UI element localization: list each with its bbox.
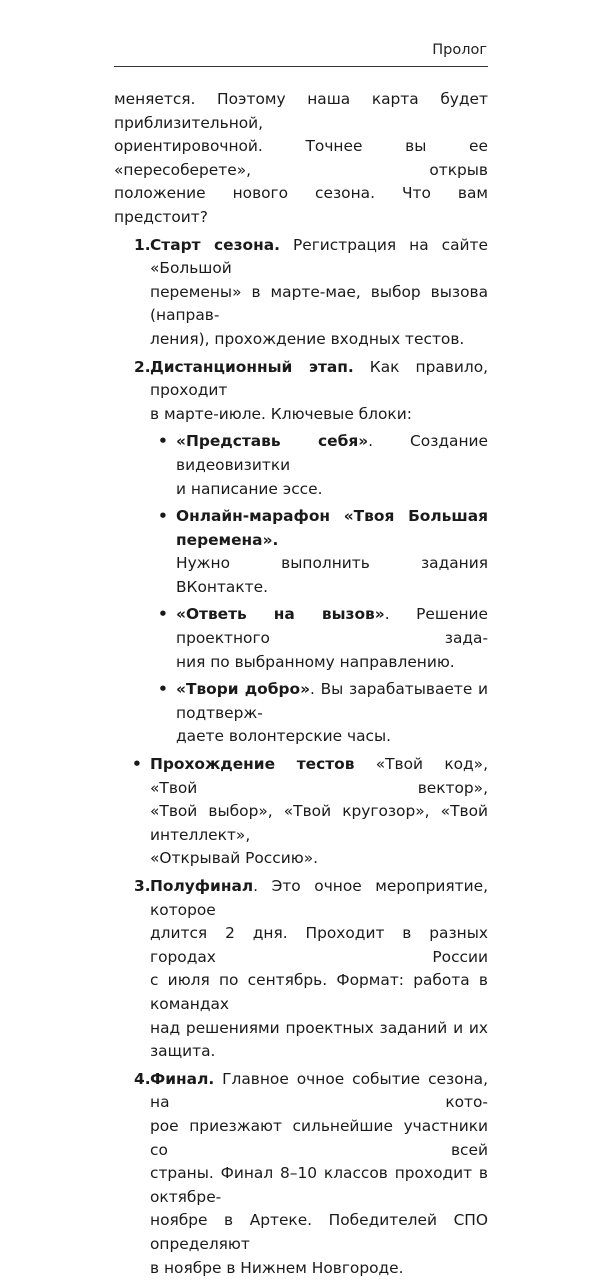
sub-bullet-2	[114, 505, 488, 599]
text-line: в ноябре в Нижнем Новгороде.	[150, 1257, 488, 1280]
text-line: ноябре в Артеке. Победителей СПО определяют	[150, 1209, 488, 1256]
numbered-item-1	[114, 234, 488, 352]
numbered-item-3	[114, 875, 488, 1064]
bullet-text: . Вы зарабатываете и подтверж-	[176, 680, 488, 722]
text-line: меняется. Поэтому наша карта будет приблизительной,	[114, 88, 488, 135]
bullet-icon: •	[158, 430, 168, 454]
text-line	[150, 875, 488, 922]
item-title: Полуфинал	[150, 877, 253, 895]
item-title: Финал.	[150, 1070, 214, 1088]
bullet-text: . Создание видеовизитки	[176, 432, 488, 474]
bullet-icon: •	[158, 505, 168, 529]
numbered-item-4	[114, 1068, 488, 1280]
text-line: положение нового сезона. Что вам предстоит?	[114, 182, 488, 229]
item-text: Как правило, проходит	[150, 358, 488, 400]
text-line: ления), прохождение входных тестов.	[150, 328, 488, 352]
bullet-title: «Представь себя»	[176, 432, 368, 450]
text-line: длится 2 дня. Проходит в разных городах России	[150, 922, 488, 969]
text-line: страны. Финал 8–10 классов проходит в октябре-	[150, 1162, 488, 1209]
item-number: 4.	[134, 1068, 151, 1092]
tests-bullet	[114, 753, 488, 871]
text-line: с июля по сентябрь. Формат: работа в командах	[150, 969, 488, 1016]
text-line: даете волонтерские часы.	[176, 725, 488, 749]
text-line	[176, 430, 488, 477]
text-line: Нужно выполнить задания ВКонтакте.	[176, 552, 488, 599]
numbered-item-2	[114, 356, 488, 427]
text-line: над решениями проектных заданий и их защита.	[150, 1017, 488, 1064]
sub-bullet-4	[114, 678, 488, 749]
text-line: перемены» в марте-мае, выбор вызова (направ-	[150, 281, 488, 328]
running-head: Пролог	[432, 42, 487, 58]
bullet-icon: •	[132, 753, 142, 777]
bullet-title: Прохождение тестов	[150, 755, 354, 773]
text-line: ния по выбранному направлению.	[176, 651, 488, 675]
header-rule	[114, 66, 488, 67]
intro-paragraph	[114, 88, 488, 230]
text-line: «Открывай Россию».	[150, 847, 488, 871]
bullet-title: Онлайн-марафон «Твоя Большая перемена»	[176, 507, 488, 549]
text-line: рое приезжают сильнейшие участники со всей	[150, 1115, 488, 1162]
text-line	[176, 678, 488, 725]
item-text: Главное очное событие сезона, на кото-	[150, 1070, 488, 1112]
item-title: Старт сезона.	[150, 236, 280, 254]
bullet-title: «Твори добро»	[176, 680, 310, 698]
text-line	[150, 234, 488, 281]
bullet-text: «Твой код», «Твой вектор»,	[150, 755, 488, 797]
text-line: ориентировочной. Точнее вы ее «пересоберете», открыв	[114, 135, 488, 182]
text-line: в марте-июле. Ключевые блоки:	[150, 403, 488, 427]
text-line	[150, 753, 488, 800]
item-number: 2.	[134, 356, 151, 380]
item-title: Дистанционный этап.	[150, 358, 354, 376]
text-line	[150, 356, 488, 403]
item-number: 1.	[134, 234, 151, 258]
page-body	[114, 88, 488, 1280]
text-line	[150, 1068, 488, 1115]
item-text: Регистрация на сайте «Большой	[150, 236, 488, 278]
bullet-icon: •	[158, 678, 168, 702]
item-number: 3.	[134, 875, 151, 899]
bullet-text: . Решение проектного зада-	[176, 605, 488, 647]
bullet-title: «Ответь на вызов»	[176, 605, 385, 623]
bullet-text: .	[273, 531, 279, 549]
bullet-icon: •	[158, 603, 168, 627]
sub-bullet-1	[114, 430, 488, 501]
text-line	[176, 603, 488, 650]
text-line	[176, 505, 488, 552]
sub-bullet-3	[114, 603, 488, 674]
item-text: . Это очное мероприятие, которое	[150, 877, 488, 919]
text-line: и написание эссе.	[176, 478, 488, 502]
text-line: «Твой выбор», «Твой кругозор», «Твой интеллект»,	[150, 800, 488, 847]
